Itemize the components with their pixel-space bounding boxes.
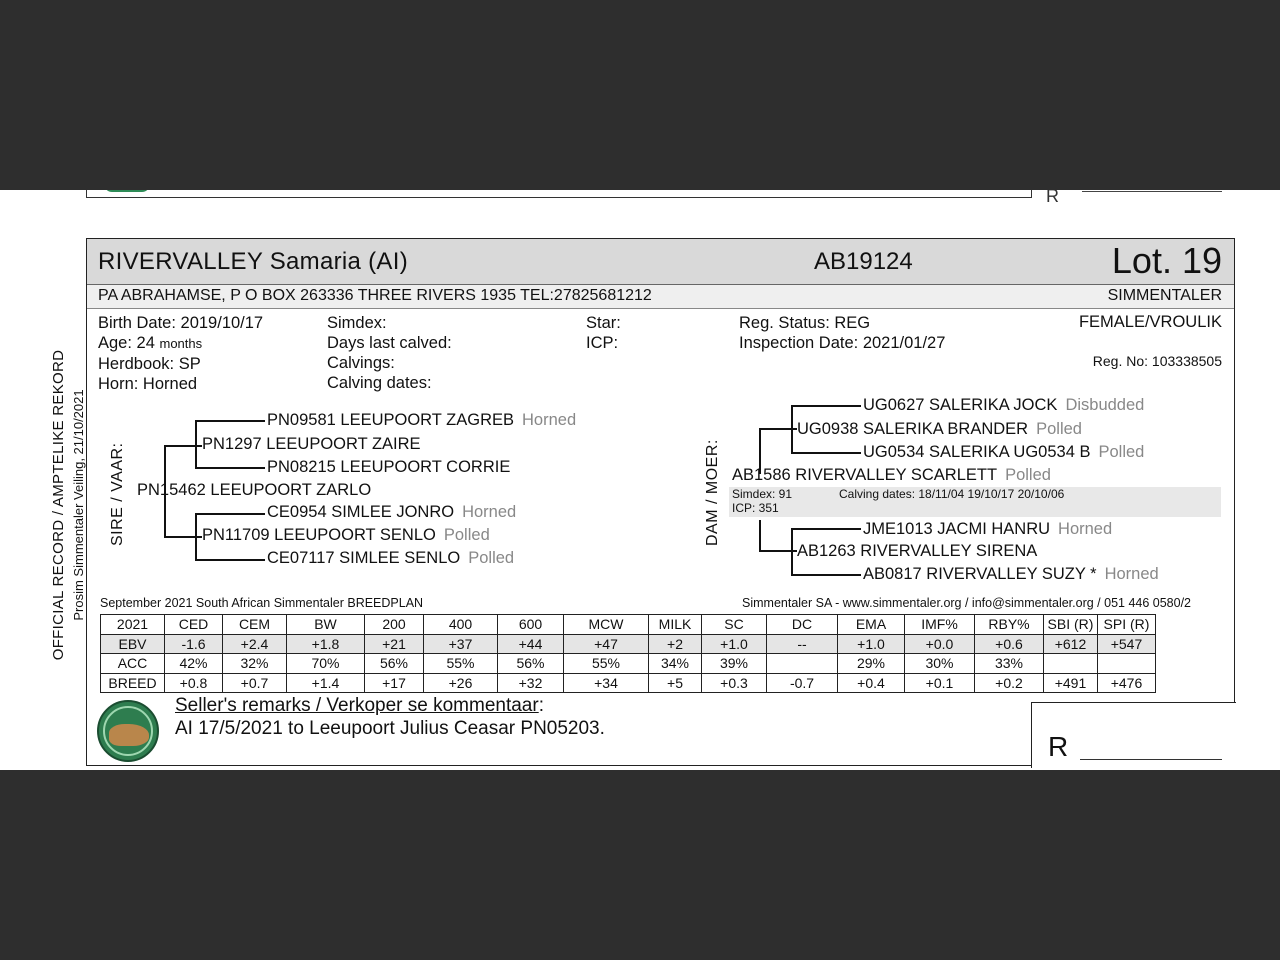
- pedigree-dam-dam-sire: JME1013 JACMI HANRU Horned: [863, 520, 1113, 538]
- ebv-header-row: 2021 CED CEM BW 200 400 600 MCW MILK SC DC EMA IMF% RBY% SBI (R) SPI (R): [101, 615, 1156, 635]
- animal-info-col1: [98, 313, 263, 394]
- simmentaler-society-logo-icon: [97, 700, 159, 762]
- price-currency-label: R: [1048, 731, 1069, 762]
- pedigree-sire-dam: PN11709 LEEUPOORT SENLO Polled: [202, 526, 490, 544]
- horn-status: Horn: Horned: [98, 375, 198, 393]
- sex: FEMALE/VROULIK: [1078, 313, 1222, 331]
- inspection-date: Inspection Date: 2021/01/27: [739, 334, 946, 352]
- title-row: [87, 239, 1234, 285]
- lot-number: Lot. 19: [1111, 240, 1222, 281]
- dam-calving-dates: Calving dates: 18/11/04 19/10/17 20/10/06: [839, 487, 1065, 501]
- breed-name: SIMMENTALER: [1107, 287, 1222, 304]
- dam-label: DAM / MOER:: [704, 439, 721, 546]
- lot-card: [86, 238, 1235, 766]
- acc-row: ACC 42% 32% 70% 56% 55% 56% 55% 34% 39% 29% 30% 33%: [101, 654, 1156, 674]
- reg-status: Reg. Status: REG: [739, 314, 871, 332]
- pedigree-sire: PN15462 LEEUPOORT ZARLO: [137, 481, 372, 499]
- owner-row: [87, 285, 1234, 309]
- icp: ICP:: [586, 334, 619, 352]
- days-last-calved: Days last calved:: [327, 334, 452, 352]
- remarks-text: AI 17/5/2021 to Leeupoort Julius Ceasar PN05203.: [175, 718, 605, 739]
- calving-dates: Calving dates:: [327, 374, 432, 392]
- previous-society-logo-icon: [104, 190, 150, 192]
- dam-simdex: Simdex: 91: [732, 487, 793, 501]
- previous-lot-card: [86, 190, 1032, 198]
- official-record-label: OFFICIAL RECORD / AMPTELIKE REKORD: [50, 349, 67, 661]
- star: Star:: [586, 314, 621, 332]
- pedigree-sire-sire-dam: PN08215 LEEUPOORT CORRIE: [267, 458, 511, 476]
- breed-avg-row: BREED +0.8 +0.7 +1.4 +17 +26 +32 +34 +5 +0.3 -0.7 +0.4 +0.1 +0.2 +491 +476: [101, 673, 1156, 693]
- pedigree-sire-dam-sire: CE0954 SIMLEE JONRO Horned: [267, 503, 517, 521]
- pedigree-sire-dam-dam: CE07117 SIMLEE SENLO Polled: [267, 549, 515, 567]
- owner-details: PA ABRAHAMSE, P O BOX 263336 THREE RIVERS 1935 TEL:27825681212: [98, 287, 652, 304]
- sire-label: SIRE / VAAR:: [109, 442, 126, 546]
- remarks-title: Seller's remarks / Verkoper se kommentaar:: [175, 695, 544, 716]
- animal-info-col2: [327, 313, 452, 393]
- animal-name: RIVERVALLEY Samaria (AI): [98, 248, 408, 275]
- simdex: Simdex:: [327, 314, 387, 332]
- breedplan-title: September 2021 South African Simmentaler BREEDPLAN: [100, 596, 424, 610]
- calvings: Calvings:: [327, 354, 395, 372]
- price-entry-line: [1080, 759, 1222, 760]
- pedigree-sire-sire: PN1297 LEEUPOORT ZAIRE: [202, 435, 421, 453]
- pedigree-sire-sire-sire: PN09581 LEEUPOORT ZAGREB Horned: [267, 411, 577, 429]
- previous-price-line: [1082, 191, 1222, 192]
- animal-info-col3: [586, 313, 621, 353]
- registration-code: AB19124: [814, 248, 913, 275]
- pedigree-dam: AB1586 RIVERVALLEY SCARLETT Polled: [732, 466, 1051, 484]
- herdbook: Herdbook: SP: [98, 355, 201, 373]
- breedplan-contact: Simmentaler SA - www.simmentaler.org / info@simmentaler.org / 051 446 0580/2: [742, 596, 1192, 610]
- price-box: [1031, 702, 1236, 768]
- ebv-row: EBV -1.6 +2.4 +1.8 +21 +37 +44 +47 +2 +1.0 -- +1.0 +0.0 +0.6 +612 +547: [101, 634, 1156, 654]
- official-record-sidebar: [44, 325, 92, 685]
- pedigree-dam-dam-dam: AB0817 RIVERVALLEY SUZY * Horned: [863, 565, 1159, 583]
- ebv-table: [100, 614, 1156, 693]
- pedigree-dam-sire: UG0938 SALERIKA BRANDER Polled: [797, 420, 1082, 438]
- auction-label: Prosim Simmentaler Veiling, 21/10/2021: [71, 389, 86, 621]
- pedigree-dam-sire-dam: UG0534 SALERIKA UG0534 B Polled: [863, 443, 1145, 461]
- dam-icp: ICP: 351: [732, 501, 779, 515]
- previous-price-label: R: [1046, 190, 1059, 206]
- pedigree-dam-sire-sire: UG0627 SALERIKA JOCK Disbudded: [863, 396, 1145, 414]
- registration-number: Reg. No: 103338505: [1092, 353, 1222, 369]
- pedigree-dam-dam: AB1263 RIVERVALLEY SIRENA: [797, 542, 1038, 560]
- animal-info-col4: [739, 313, 945, 353]
- age: Age: 24 months: [98, 334, 203, 352]
- birth-date: Birth Date: 2019/10/17: [98, 314, 264, 332]
